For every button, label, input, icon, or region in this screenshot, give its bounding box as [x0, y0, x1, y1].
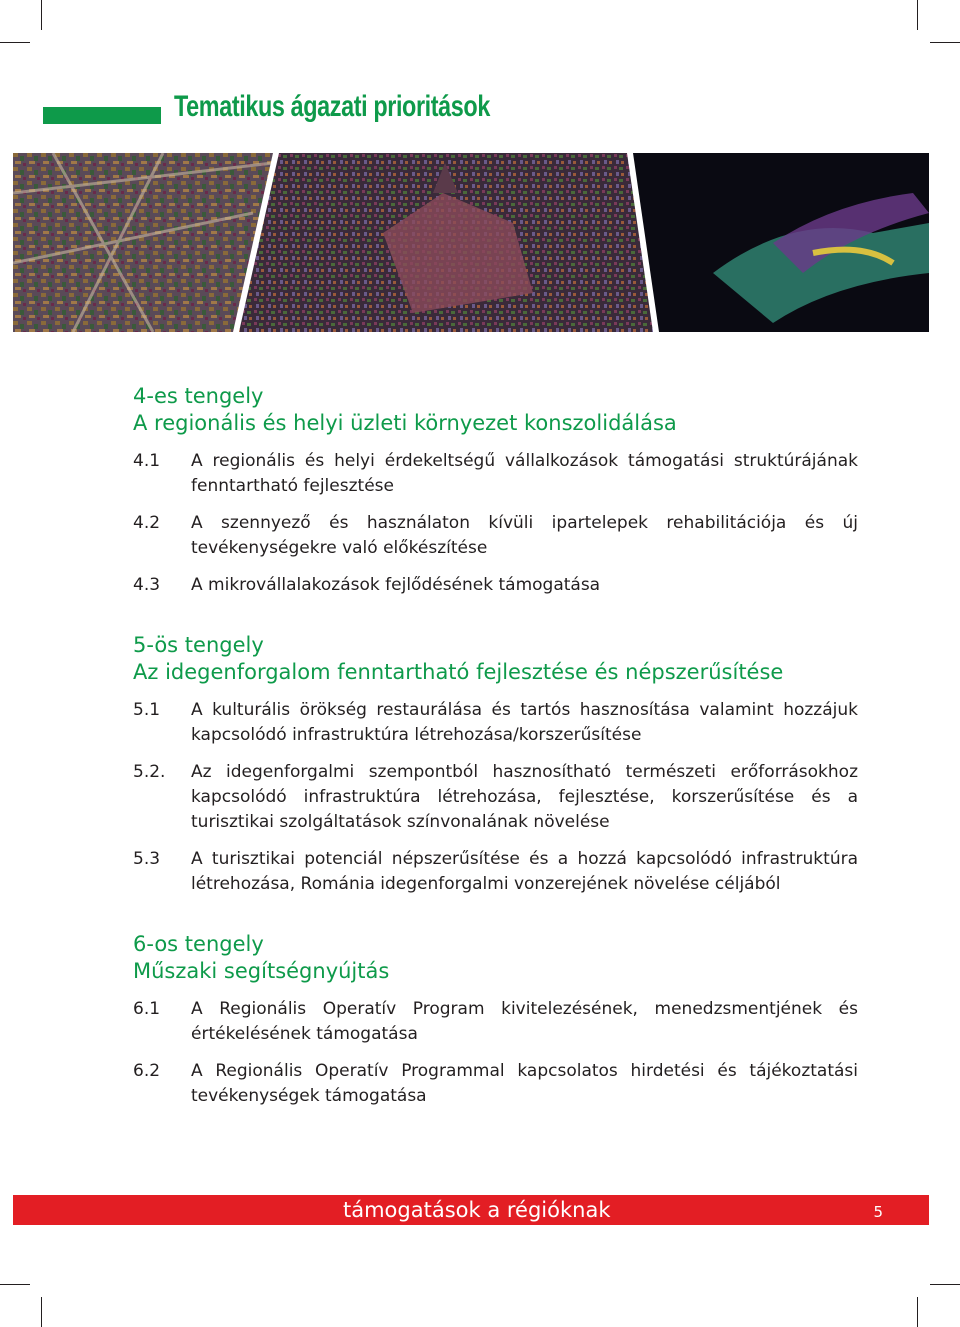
item-text: A turisztikai potenciál népszerűsítése és a hozzá kapcsolódó infrastruktúra létrehozása, Románia idegenforgalmi vonzerejének növelése céljából — [191, 849, 858, 894]
axis-label: 5-ös tengely — [133, 633, 264, 657]
list-item — [133, 449, 858, 499]
item-text: Az idegenforgalmi szempontból hasznosítható természeti erőforrásokhoz kapcsolódó infrastruktúra létrehozása, fejlesztése, korszerűsítése és a turisztikai szolgáltatások színvonalának növelése — [191, 762, 858, 832]
crop-mark — [41, 1297, 42, 1327]
axis-label: 4-es tengely — [133, 384, 264, 408]
footer-bar — [13, 1195, 929, 1225]
axis-title: Az idegenforgalom fenntartható fejlesztése és népszerűsítése — [133, 660, 784, 684]
page-number: 5 — [873, 1203, 883, 1221]
crop-mark — [41, 0, 42, 30]
item-text: A regionális és helyi érdekeltségű vállalkozások támogatási struktúrájának fenntartható fejlesztése — [191, 451, 858, 496]
item-number: 4.3 — [133, 575, 161, 595]
list-item — [133, 997, 858, 1047]
axis-label: 6-os tengely — [133, 932, 264, 956]
list-item — [133, 1059, 858, 1109]
crop-mark — [0, 1284, 30, 1285]
city-photo — [13, 153, 273, 332]
castle-photo — [233, 153, 653, 332]
item-text: A Regionális Operatív Program kivitelezésének, menedzsmentjének és értékelésének támogatása — [191, 999, 858, 1044]
crop-mark — [917, 0, 918, 30]
crop-mark — [930, 1284, 960, 1285]
item-text: A mikrovállalakozások fejlődésének támogatása — [191, 575, 601, 595]
axis-5 — [133, 632, 858, 897]
list-item — [133, 511, 858, 561]
item-text: A szennyező és használaton kívüli ipartelepek rehabilitációja és új tevékenységekre való előkészítése — [191, 513, 858, 558]
list-item — [133, 573, 858, 598]
hands-photo — [633, 153, 929, 332]
list-item — [133, 698, 858, 748]
item-number: 5.1 — [133, 700, 161, 720]
page-title: Tematikus ágazati prioritások — [174, 90, 490, 123]
axis-4 — [133, 383, 858, 598]
list-item — [133, 760, 858, 835]
item-number: 4.1 — [133, 451, 161, 471]
header-accent-bar — [43, 107, 161, 124]
axis-title: A regionális és helyi üzleti környezet konszolidálása — [133, 411, 677, 435]
photo-banner — [13, 153, 929, 332]
item-text: A kulturális örökség restaurálása és tartós hasznosítása valamint hozzájuk kapcsolódó infrastruktúra létrehozása/korszerűsítése — [191, 700, 858, 745]
axis-title: Műszaki segítségnyújtás — [133, 959, 390, 983]
item-number: 5.3 — [133, 849, 161, 869]
priority-content — [133, 383, 858, 1126]
crop-mark — [930, 42, 960, 43]
item-text: A Regionális Operatív Programmal kapcsolatos hirdetési és tájékoztatási tevékenységek támogatása — [191, 1061, 858, 1106]
item-number: 4.2 — [133, 513, 161, 533]
item-number: 6.2 — [133, 1061, 161, 1081]
crop-mark — [0, 42, 30, 43]
footer-text: támogatások a régióknak — [343, 1198, 611, 1222]
axis-6 — [133, 931, 858, 1109]
list-item — [133, 847, 858, 897]
crop-mark — [917, 1297, 918, 1327]
item-number: 6.1 — [133, 999, 161, 1019]
item-number: 5.2. — [133, 762, 166, 782]
